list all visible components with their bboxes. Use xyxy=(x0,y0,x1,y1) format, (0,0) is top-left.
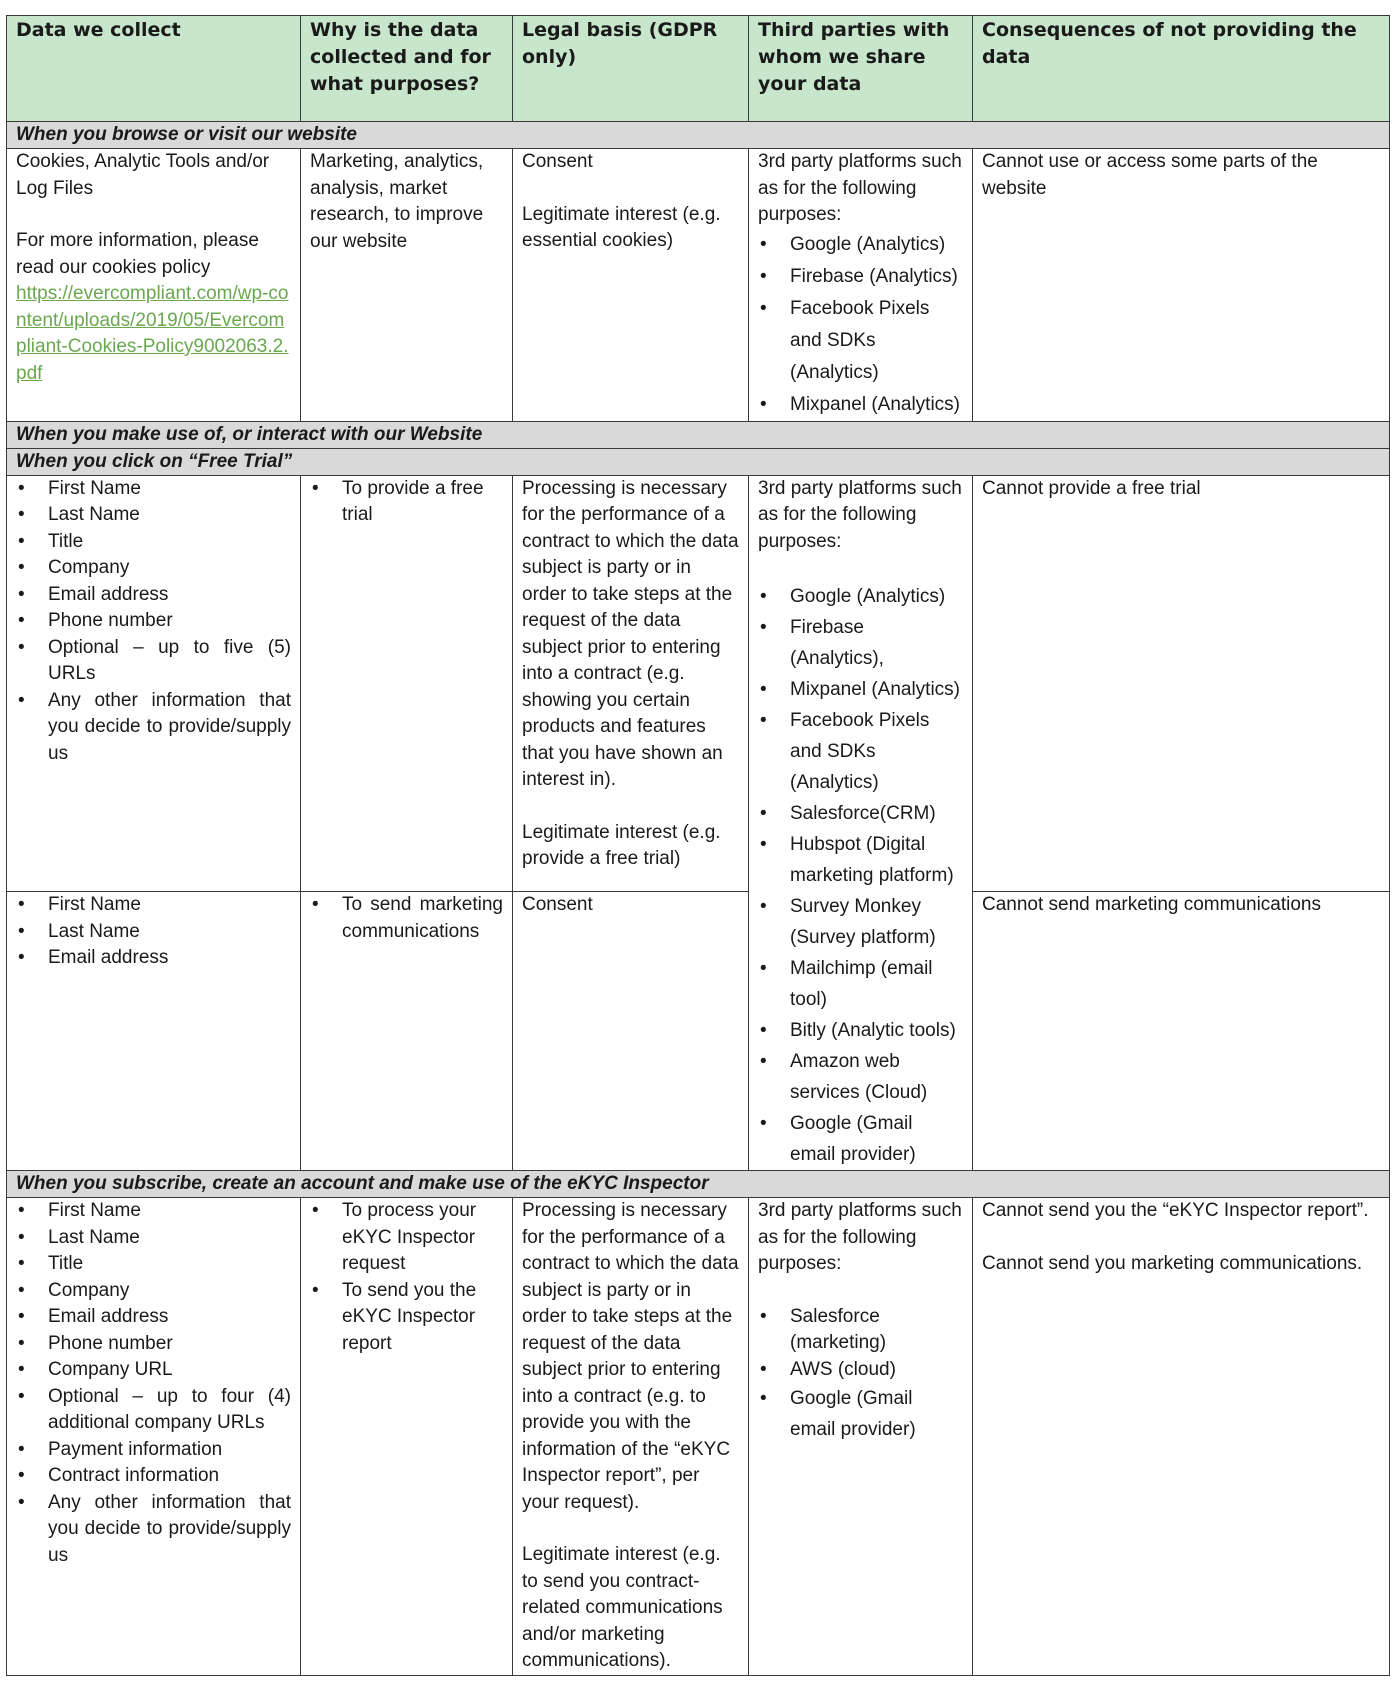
list-item: • Survey Monkey (Survey platform) xyxy=(790,891,963,953)
list-item: • Google (Gmail email provider) xyxy=(790,1383,963,1445)
cell-data-collected xyxy=(7,892,301,1171)
section-title: When you click on “Free Trial” xyxy=(7,448,1390,475)
section-row-interact xyxy=(7,421,1390,448)
header-consequences: Consequences of not providing the data xyxy=(973,16,1390,122)
section-row-ekyc xyxy=(7,1171,1390,1198)
cell-legal-basis xyxy=(513,892,749,1171)
cookies-policy-link[interactable]: https://evercompliant.com/wp-content/uploads/2019/05/Evercompliant-Cookies-Policy9002063.2.pdf xyxy=(16,283,289,384)
header-legal-basis: Legal basis (GDPR only) xyxy=(513,16,749,122)
cell-purpose xyxy=(301,475,513,892)
consequences-text: Cannot provide a free trial xyxy=(982,477,1201,499)
list-item: • Facebook Pixels and SDKs (Analytics) xyxy=(790,293,963,389)
list-item: • Mixpanel (Analytics) xyxy=(790,674,963,705)
list-item: • Last Name xyxy=(48,919,291,946)
list-item: • Firebase (Analytics), xyxy=(790,612,963,674)
cell-consequences xyxy=(973,1198,1390,1676)
list-item: • Last Name xyxy=(48,1225,291,1252)
data-collected-list xyxy=(16,892,291,972)
list-item: • To send marketing communications xyxy=(342,892,503,945)
legal-basis-consent: Consent xyxy=(522,894,593,916)
purpose-list xyxy=(310,892,503,945)
list-item: • Salesforce (marketing) xyxy=(790,1304,963,1357)
list-item: • Amazon web services (Cloud) xyxy=(790,1046,963,1108)
cell-legal-basis xyxy=(513,149,749,422)
list-item: • Email address xyxy=(48,945,291,972)
table-row-marketing xyxy=(7,892,1390,1171)
list-item: • Company xyxy=(48,555,291,582)
list-item: • Title xyxy=(48,1251,291,1278)
cell-third-parties xyxy=(749,1198,973,1676)
cell-consequences xyxy=(973,149,1390,422)
header-data-we-collect: Data we collect xyxy=(7,16,301,122)
cell-purpose xyxy=(301,892,513,1171)
third-parties-intro: 3rd party platforms such as for the following purposes: xyxy=(758,151,962,225)
list-item: • Email address xyxy=(48,582,291,609)
list-item: • To provide a free trial xyxy=(342,476,503,529)
table-header-row xyxy=(7,16,1390,122)
more-info-text: For more information, please read our cookies policy xyxy=(16,230,259,278)
cell-legal-basis xyxy=(513,475,749,892)
purpose-list xyxy=(310,476,503,529)
section-row-free-trial xyxy=(7,448,1390,475)
list-item: • Mixpanel (Analytics) xyxy=(790,389,963,421)
legal-basis-legitimate-interest: Legitimate interest (e.g. essential cookies) xyxy=(522,203,721,251)
cell-data-collected xyxy=(7,1198,301,1676)
list-item: • Title xyxy=(48,529,291,556)
list-item: • To process your eKYC Inspector request xyxy=(342,1198,503,1278)
list-item: • Bitly (Analytic tools) xyxy=(790,1015,963,1046)
cell-purpose xyxy=(301,1198,513,1676)
list-item: • Email address xyxy=(48,1304,291,1331)
legal-basis-legitimate-interest: Legitimate interest (e.g. to send you contract-related communications and/or marketing communications). xyxy=(522,1544,723,1671)
list-item: • Hubspot (Digital marketing platform) xyxy=(790,829,963,891)
data-collected-list xyxy=(16,476,291,768)
cell-third-parties xyxy=(749,475,973,1171)
list-item: • Company xyxy=(48,1278,291,1305)
list-item: • Optional – up to four (4) additional company URLs xyxy=(48,1384,291,1437)
cell-data-collected xyxy=(7,475,301,892)
header-purposes: Why is the data collected and for what purposes? xyxy=(301,16,513,122)
list-item: • Payment information xyxy=(48,1437,291,1464)
list-item: • First Name xyxy=(48,1198,291,1225)
table-row-ekyc xyxy=(7,1198,1390,1676)
cell-purpose xyxy=(301,149,513,422)
list-item: • Any other information that you decide to provide/supply us xyxy=(48,1490,291,1570)
legal-basis-contract: Processing is necessary for the performance of a contract to which the data subject is party or in order to take steps at the request of the data subject prior to entering into a contract (e.g. showing you certain products and features that you have shown an interest in). xyxy=(522,477,739,790)
list-item: • AWS (cloud) xyxy=(790,1357,963,1384)
list-item: • To send you the eKYC Inspector report xyxy=(342,1278,503,1358)
list-item: • Optional – up to five (5) URLs xyxy=(48,635,291,688)
cell-third-parties xyxy=(749,149,973,422)
section-title: When you browse or visit our website xyxy=(7,122,1390,149)
list-item: • Mailchimp (email tool) xyxy=(790,953,963,1015)
legal-basis-consent: Consent xyxy=(522,151,593,172)
list-item: • Google (Analytics) xyxy=(790,229,963,261)
table-row-browse xyxy=(7,149,1390,422)
consequences-text: Cannot send marketing communications xyxy=(982,894,1322,916)
purpose-text: Marketing, analytics, analysis, market research, to improve our website xyxy=(310,151,484,252)
purpose-list xyxy=(310,1198,503,1357)
cell-consequences xyxy=(973,892,1390,1171)
cell-data-collected xyxy=(7,149,301,422)
section-title: When you subscribe, create an account and make use of the eKYC Inspector xyxy=(7,1171,1390,1198)
list-item: • Firebase (Analytics) xyxy=(790,261,963,293)
consequences-text: Cannot use or access some parts of the website xyxy=(982,151,1318,199)
list-item: • Any other information that you decide to provide/supply us xyxy=(48,688,291,768)
legal-basis-contract: Processing is necessary for the performance of a contract to which the data subject is party or in order to take steps at the request of the data subject prior to entering into a contract (e.g. to provide you with the information of the “eKYC Inspector report”, per your request). xyxy=(522,1200,739,1513)
third-parties-intro: 3rd party platforms such as for the following purposes: xyxy=(758,1200,962,1274)
data-collected-list xyxy=(16,1198,291,1569)
third-parties-intro: 3rd party platforms such as for the following purposes: xyxy=(758,477,962,552)
list-item: • Company URL xyxy=(48,1357,291,1384)
list-item: • Phone number xyxy=(48,608,291,635)
data-processing-table xyxy=(6,15,1390,1676)
list-item: • Facebook Pixels and SDKs (Analytics) xyxy=(790,705,963,798)
section-title: When you make use of, or interact with our Website xyxy=(7,421,1390,448)
consequences-marketing-text: Cannot send you marketing communications. xyxy=(982,1252,1363,1274)
third-parties-list xyxy=(758,1304,963,1446)
list-item: • Last Name xyxy=(48,502,291,529)
header-third-parties: Third parties with whom we share your data xyxy=(749,16,973,122)
third-parties-list xyxy=(758,581,963,1170)
list-item: • Google (Gmail email provider) xyxy=(790,1108,963,1170)
list-item: • First Name xyxy=(48,476,291,503)
section-row-browse xyxy=(7,122,1390,149)
list-item: • Contract information xyxy=(48,1463,291,1490)
third-parties-list xyxy=(758,229,963,421)
cell-legal-basis xyxy=(513,1198,749,1676)
cell-consequences xyxy=(973,475,1390,892)
consequences-report-text: Cannot send you the “eKYC Inspector report”. xyxy=(982,1200,1369,1221)
table-row-free-trial xyxy=(7,475,1390,892)
data-collected-text: Cookies, Analytic Tools and/or Log Files xyxy=(16,151,270,199)
list-item: • Google (Analytics) xyxy=(790,581,963,612)
legal-basis-legitimate-interest: Legitimate interest (e.g. provide a free trial) xyxy=(522,821,721,869)
list-item: • Salesforce(CRM) xyxy=(790,798,963,829)
list-item: • First Name xyxy=(48,892,291,919)
list-item: • Phone number xyxy=(48,1331,291,1358)
